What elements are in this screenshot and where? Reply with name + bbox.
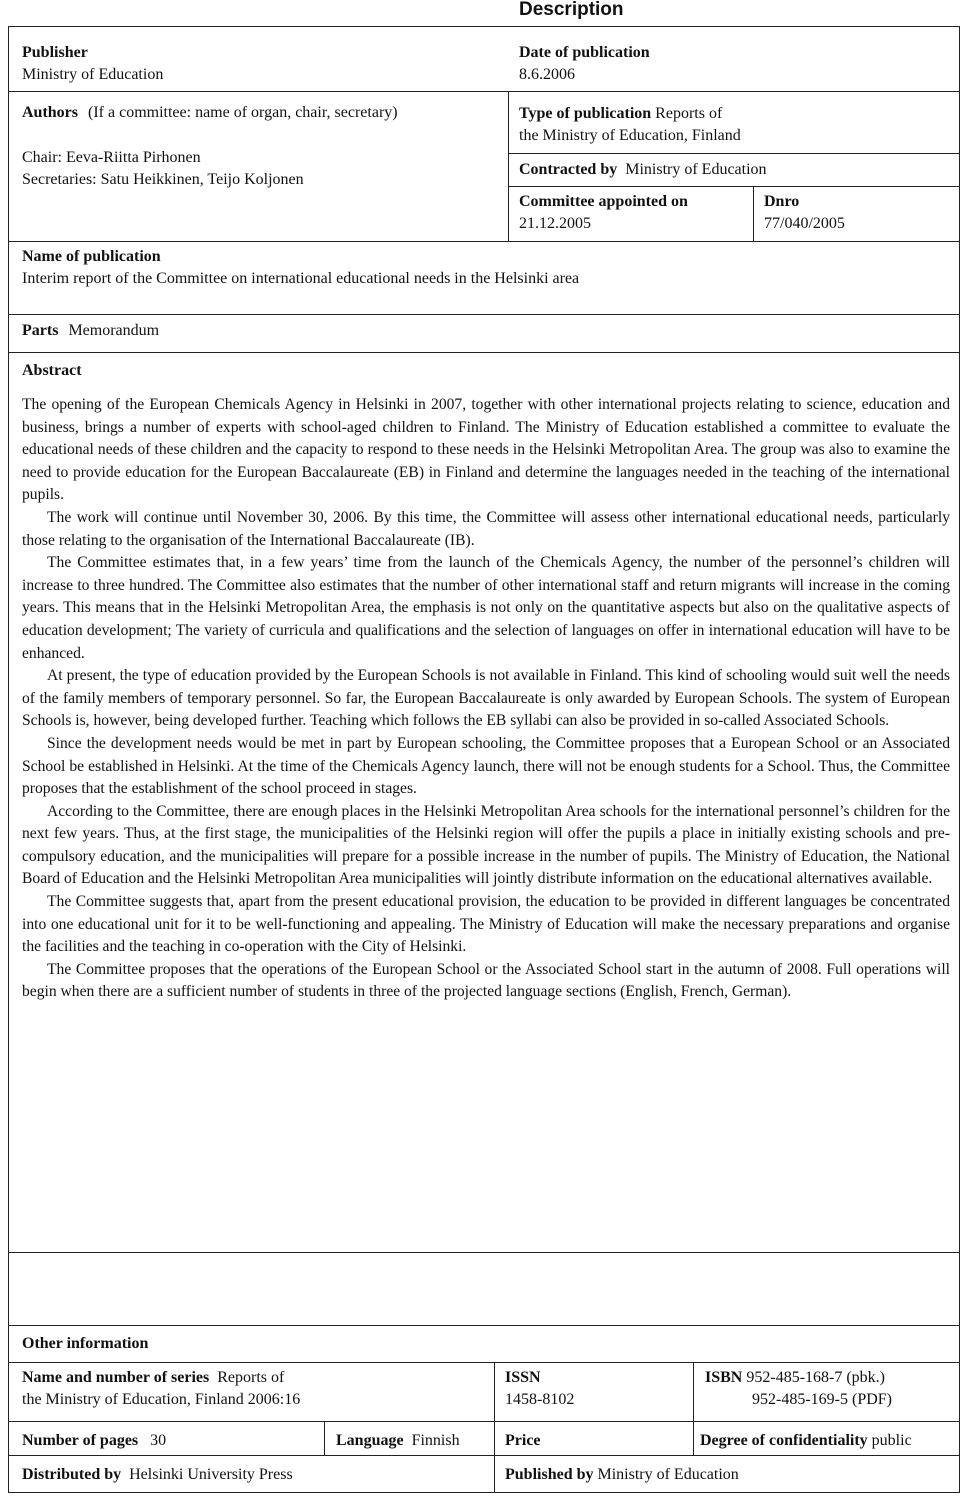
dnro-value: 77/040/2005 xyxy=(764,215,845,232)
series-value-2: the Ministry of Education, Finland 2006:16 xyxy=(22,1391,301,1408)
committee-value: 21.12.2005 xyxy=(519,215,591,232)
authors-label: Authors xyxy=(22,104,79,121)
secretaries-row xyxy=(22,169,304,191)
distributed-label: Distributed by xyxy=(22,1466,122,1483)
publisher-label: Publisher xyxy=(22,44,88,61)
type-value: Reports of xyxy=(655,105,723,122)
chair-value: Eeva-Riitta Pirhonen xyxy=(66,149,201,166)
divider xyxy=(8,91,960,92)
confidentiality-value: public xyxy=(871,1432,912,1449)
divider xyxy=(8,352,960,353)
confidentiality-row xyxy=(700,1430,912,1452)
pages-label: Number of pages xyxy=(22,1432,139,1449)
abstract-paragraph: The Committee suggests that, apart from the present educational provision, the education to be provided in different languages be concentrated into one educational unit for it to be well-functioning and appealing. The Ministry of Education will make the necessary preparations and organise the facilities and the teaching in co-operation with the City of Helsinki. xyxy=(22,893,950,956)
series-row xyxy=(22,1367,284,1389)
divider xyxy=(8,1252,960,1253)
divider xyxy=(8,314,960,315)
abstract-paragraph: According to the Committee, there are enough places in the Helsinki Metropolitan Area schools for the international personnel’s children for the next few years. Thus, at the first stage, the municipalities of the Helsinki region will offer the pupils a place in initially existing schools and pre-compulsory education, and the municipalities will prepare for a possible increase in the number of pupils. The Ministry of Education, the National Board of Education and the Helsinki Metropolitan Area municipalities will jointly distribute information on the educational alternatives available. xyxy=(22,802,950,888)
divider xyxy=(8,1362,960,1363)
date-value: 8.6.2006 xyxy=(519,66,575,83)
chair-row xyxy=(22,147,201,169)
abstract-paragraph: At present, the type of education provided by the European Schools is not available in Finland. This kind of schooling would suit well the needs of the family members of temporary personnel. So far, the European Baccalaureate is only awarded by European Schools. The system of European Schools is, however, being developed further. Teaching which follows the EB syllabi can also be provided in so-called Associated Schools. xyxy=(22,667,950,730)
secretaries-label: Secretaries: xyxy=(22,171,97,188)
page-title: Description xyxy=(519,0,624,20)
divider xyxy=(508,186,960,187)
pages-row xyxy=(22,1430,166,1452)
divider xyxy=(508,91,509,242)
authors-heading xyxy=(22,102,398,124)
isbn-label: ISBN xyxy=(705,1369,743,1386)
language-row xyxy=(336,1430,460,1452)
parts-label: Parts xyxy=(22,322,59,339)
contracted-value: Ministry of Education xyxy=(625,161,767,178)
divider xyxy=(324,1421,325,1455)
language-label: Language xyxy=(336,1432,404,1449)
type-row xyxy=(519,103,722,125)
contracted-row xyxy=(519,159,767,181)
type-value-2: the Ministry of Education, Finland xyxy=(519,127,741,144)
parts-row xyxy=(22,320,159,342)
abstract-paragraph: The opening of the European Chemicals Agency in Helsinki in 2007, together with other international projects relating to science, education and business, brings a number of experts with school-aged children to Finland. The Ministry of Education established a committee to evaluate the educational needs of these children and the capacity to respond to these needs in the Helsinki Metropolitan Area. The group was also to examine the need to provide education for the European Baccalaureate (EB) in Finland and determine the languages needed in the teaching of the international pupils. xyxy=(22,396,950,504)
divider xyxy=(8,1325,960,1326)
distributed-row xyxy=(22,1464,293,1486)
authors-note: (If a committee: name of organ, chair, secretary) xyxy=(88,104,398,121)
confidentiality-label: Degree of confidentiality xyxy=(700,1432,868,1449)
name-of-publication-label: Name of publication xyxy=(22,248,161,265)
dnro-label: Dnro xyxy=(764,193,800,210)
series-value: Reports of xyxy=(217,1369,285,1386)
isbn-row xyxy=(705,1367,885,1389)
divider xyxy=(693,1362,694,1455)
type-label: Type of publication xyxy=(519,105,652,122)
divider xyxy=(494,1362,495,1493)
chair-label: Chair: xyxy=(22,149,62,166)
abstract-paragraph: The work will continue until November 30, 2006. By this time, the Committee will assess other international educational needs, particularly those relating to the organisation of the International Baccalaureate (IB). xyxy=(22,508,950,549)
issn-label: ISSN xyxy=(505,1369,541,1386)
divider xyxy=(8,1455,960,1456)
abstract-paragraph: Since the development needs would be met in part by European schooling, the Committee proposes that a European School or an Associated School be established in Helsinki. At the time of the Chemicals Agency launch, there will not be enough students for a School. Thus, the Committee proposes that the establishment of the school proceed in stages. xyxy=(22,734,950,798)
committee-label: Committee appointed on xyxy=(519,193,688,210)
divider xyxy=(8,1421,960,1422)
divider xyxy=(508,153,960,154)
name-of-publication-value: Interim report of the Committee on international educational needs in the Helsinki area xyxy=(22,270,580,287)
divider xyxy=(8,241,960,242)
contracted-label: Contracted by xyxy=(519,161,618,178)
other-info-label: Other information xyxy=(22,1335,149,1352)
pages-value: 30 xyxy=(150,1432,167,1449)
abstract-text xyxy=(22,394,950,1004)
issn-value: 1458-8102 xyxy=(505,1391,575,1408)
distributed-value: Helsinki University Press xyxy=(129,1466,293,1483)
isbn-value-2: 952-485-169-5 (PDF) xyxy=(752,1391,892,1408)
published-value: Ministry of Education xyxy=(597,1466,739,1483)
parts-value: Memorandum xyxy=(68,322,160,339)
divider xyxy=(8,1492,960,1493)
divider xyxy=(8,26,960,27)
divider xyxy=(753,186,754,242)
abstract-label: Abstract xyxy=(22,362,82,379)
isbn-value: 952-485-168-7 (pbk.) xyxy=(746,1369,885,1386)
secretaries-value: Satu Heikkinen, Teijo Koljonen xyxy=(100,171,304,188)
divider xyxy=(8,26,9,1493)
date-label: Date of publication xyxy=(519,44,650,61)
abstract-paragraph: The Committee estimates that, in a few years’ time from the launch of the Chemicals Agency, the number of the personnel’s children will increase to three hundred. The Committee also estimates that the number of other international staff and return migrants will increase in the coming years. This means that in the Helsinki Metropolitan Area, the emphasis is not only on the quantitative aspects but also on the qualitative aspects of education development; The variety of curricula and qualifications and the selection of languages on offer in international education will have to be enhanced. xyxy=(22,554,950,662)
published-row xyxy=(505,1464,739,1486)
abstract-paragraph: The Committee proposes that the operations of the European School or the Associated School start in the autumn of 2008. Full operations will begin when there are a sufficient number of students in three of the projected language sections (English, French, German). xyxy=(22,960,950,1001)
published-label: Published by xyxy=(505,1466,594,1483)
series-label: Name and number of series xyxy=(22,1369,210,1386)
price-label: Price xyxy=(505,1432,541,1449)
publisher-value: Ministry of Education xyxy=(22,66,164,83)
language-value: Finnish xyxy=(411,1432,460,1449)
